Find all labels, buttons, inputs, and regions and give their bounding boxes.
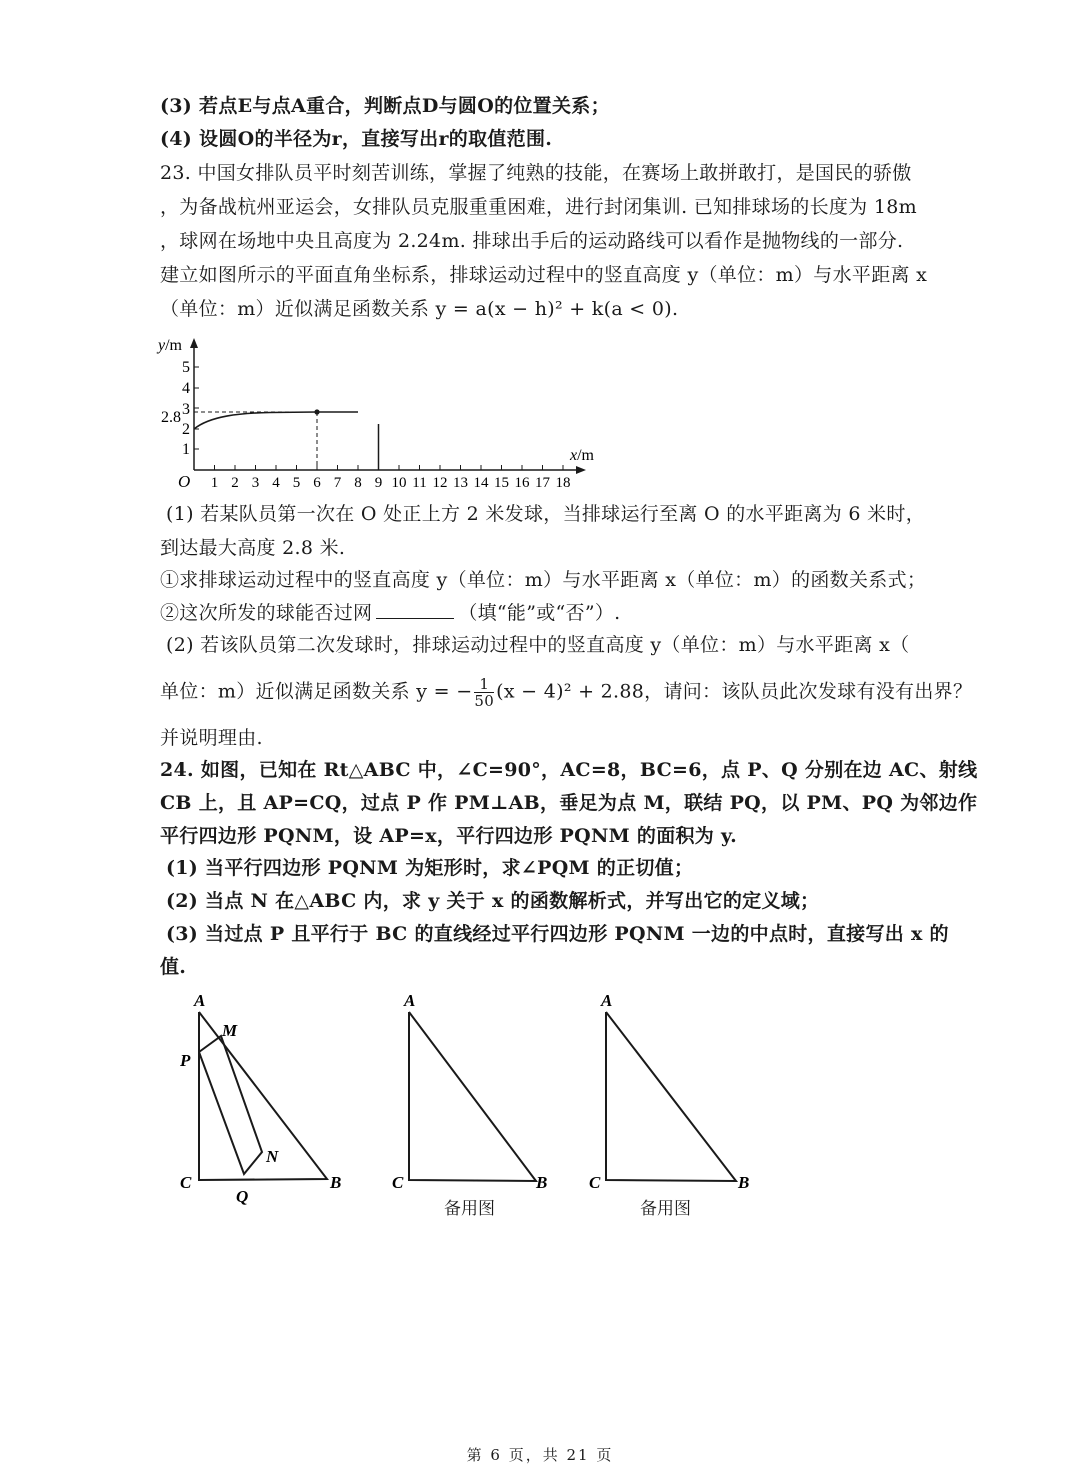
q24-part-1: (1) 当平行四边形 PQNM 为矩形时，求∠PQM 的正切值； <box>166 857 694 879</box>
q24-stem-line-2: CB 上，且 AP=CQ，过点 P 作 PM⊥AB，垂足为点 M，联结 PQ，以 PM、PQ 为邻边作 <box>160 792 978 814</box>
svg-text:7: 7 <box>333 475 342 490</box>
svg-text:14: 14 <box>473 475 489 490</box>
svg-text:N: N <box>266 1147 279 1166</box>
svg-text:18: 18 <box>555 475 571 490</box>
svg-text:12: 12 <box>432 475 448 490</box>
triangle-figure-backup-2 <box>588 990 758 1200</box>
svg-text:A: A <box>601 991 613 1010</box>
svg-text:B: B <box>536 1173 548 1192</box>
svg-text:9: 9 <box>374 475 383 490</box>
svg-text:16: 16 <box>514 475 530 490</box>
triangle-figure-main <box>170 990 360 1210</box>
q23-part2-line-1: (2) 若该队员第二次发球时，排球运动过程中的竖直高度 y（单位：m）与水平距离 x（ <box>166 634 910 656</box>
svg-text:B: B <box>330 1173 342 1192</box>
q24-part-3: (3) 当过点 P 且平行于 BC 的直线经过平行四边形 PQNM 一边的中点时，直接写出 x 的 <box>166 923 949 945</box>
q23-part2-line-3: 并说明理由. <box>160 727 263 749</box>
svg-text:C: C <box>180 1173 192 1192</box>
svg-text:17: 17 <box>535 475 550 490</box>
svg-text:P: P <box>180 1051 191 1070</box>
q23-part1-line-2: 到达最大高度 2.8 米. <box>160 537 346 559</box>
svg-text:2.8: 2.8 <box>161 409 181 426</box>
svg-text:Q: Q <box>236 1187 249 1206</box>
svg-text:15: 15 <box>494 475 509 490</box>
svg-text:3: 3 <box>182 401 190 418</box>
q23-part2-prefix: 单位：m）近似满足函数关系 y = − <box>160 680 473 703</box>
svg-text:3: 3 <box>251 475 260 490</box>
q23-part2-suffix: (x − 4)² + 2.88，请问：该队员此次发球有没有出界？ <box>496 680 973 703</box>
q23-sub-question-2 <box>160 600 621 625</box>
svg-text:C: C <box>589 1173 601 1192</box>
q24-stem-line-3: 平行四边形 PQNM，设 AP=x，平行四边形 PQNM 的面积为 y. <box>160 825 738 847</box>
svg-text:M: M <box>222 1021 238 1040</box>
q23-sub2-prefix: ②这次所发的球能否过网 <box>160 602 373 624</box>
svg-text:4: 4 <box>272 475 280 490</box>
q22-part-3: (3) 若点E与点A重合，判断点D与圆O的位置关系； <box>160 95 610 117</box>
svg-text:B: B <box>738 1173 750 1192</box>
y-axis-label: y <box>158 337 166 354</box>
answer-blank[interactable] <box>376 600 454 619</box>
svg-text:x/m: x/m <box>570 447 594 464</box>
q24-part-3-cont: 值. <box>160 956 187 978</box>
svg-text:C: C <box>392 1173 404 1192</box>
q23-part2-line-2 <box>160 676 972 709</box>
q23-part1-line-1: (1) 若某队员第一次在 O 处正上方 2 米发球，当排球运行至离 O 的水平距离为 6 米时， <box>166 503 926 525</box>
q23-stem-line-2: ，为备战杭州亚运会，女排队员克服重重困难，进行封闭集训. 已知排球场的长度为 18m <box>160 196 917 218</box>
q22-part-4: (4) 设圆O的半径为r，直接写出r的取值范围. <box>160 128 553 150</box>
backup-caption-2: 备用图 <box>640 1199 691 1219</box>
svg-text:2: 2 <box>182 421 190 438</box>
svg-text:4: 4 <box>182 380 190 397</box>
svg-text:y/m: y/m <box>158 337 182 354</box>
page-footer: 第 6 页，共 21 页 <box>466 1446 614 1464</box>
q23-stem-line-5: （单位：m）近似满足函数关系 y = a(x − h)² + k(a < 0). <box>160 298 679 320</box>
x-axis-label: x <box>570 447 578 464</box>
svg-text:1: 1 <box>182 441 190 458</box>
svg-text:2: 2 <box>231 475 239 490</box>
trajectory-chart <box>150 330 620 490</box>
fraction: $\frac{1}{50}$ <box>474 675 495 710</box>
q23-stem-line-1: 23. 中国女排队员平时刻苦训练，掌握了纯熟的技能，在赛场上敢拼敢打，是国民的骄傲 <box>160 162 912 184</box>
svg-text:A: A <box>404 991 416 1010</box>
origin-label: O <box>178 472 191 490</box>
triangle-figure-backup-1 <box>390 990 560 1200</box>
q23-stem-line-4: 建立如图所示的平面直角坐标系，排球运动过程中的竖直高度 y（单位：m）与水平距离 x <box>160 264 928 286</box>
q24-part-2: (2) 当点 N 在△ABC 内，求 y 关于 x 的函数解析式，并写出它的定义域； <box>166 890 820 912</box>
svg-text:10: 10 <box>391 475 407 490</box>
q23-stem-line-3: ，球网在场地中央且高度为 2.24m. 排球出手后的运动路线可以看作是抛物线的一部分. <box>160 230 904 252</box>
svg-text:8: 8 <box>354 475 362 490</box>
svg-text:6: 6 <box>313 475 321 490</box>
svg-text:11: 11 <box>412 475 427 490</box>
q24-stem-line-1: 24. 如图，已知在 Rt△ABC 中，∠C=90°，AC=8，BC=6，点 P、Q 分别在边 AC、射线 <box>160 759 978 781</box>
q23-sub-question-1: ①求排球运动过程中的竖直高度 y（单位：m）与水平距离 x（单位：m）的函数关系式； <box>160 569 927 591</box>
svg-text:A: A <box>194 991 206 1010</box>
svg-text:5: 5 <box>182 359 190 376</box>
svg-text:13: 13 <box>453 475 468 490</box>
backup-caption-1: 备用图 <box>444 1199 495 1219</box>
svg-text:1: 1 <box>210 475 219 490</box>
q23-sub2-suffix: （填“能”或“否”）. <box>458 602 621 624</box>
svg-text:5: 5 <box>292 475 301 490</box>
